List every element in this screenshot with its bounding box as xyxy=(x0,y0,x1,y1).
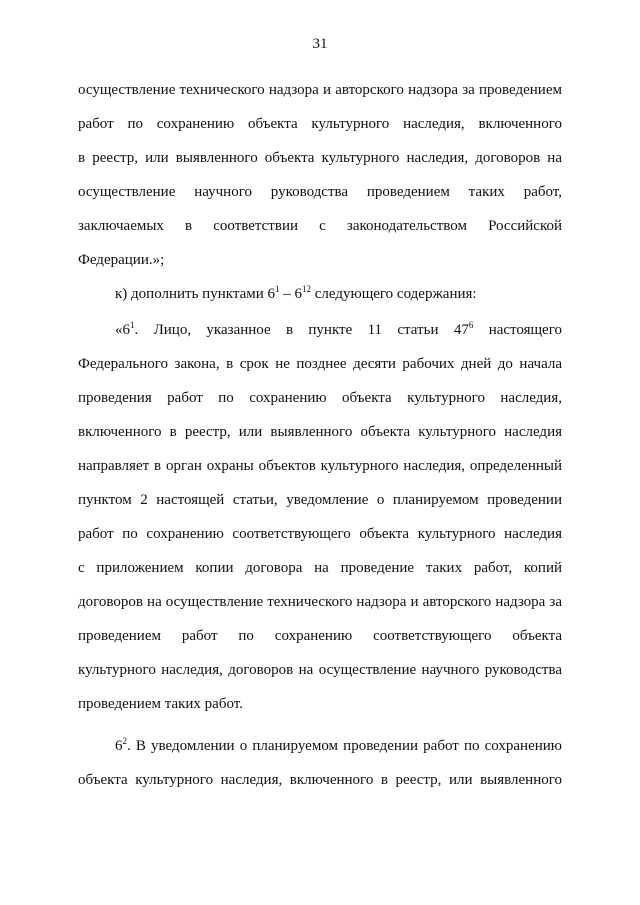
text-line: в реестр, или выявленного объекта культурного наследия, договоров на xyxy=(78,150,562,166)
text-line: работ по сохранению соответствующего объекта культурного наследия xyxy=(78,526,562,542)
text-line: включенного в реестр, или выявленного объекта культурного наследия xyxy=(78,424,562,440)
page-number: 31 xyxy=(312,36,328,52)
paragraph-6-1-start xyxy=(115,320,562,340)
superscript: 1 xyxy=(275,284,280,294)
text-line: проведения работ по сохранению объекта культурного наследия, xyxy=(78,390,562,406)
text-line: работ по сохранению объекта культурного наследия, включенного xyxy=(78,116,562,132)
text-line: Федерального закона, в срок не позднее десяти рабочих дней до начала xyxy=(78,356,562,372)
text-line: договоров на осуществление технического надзора и авторского надзора за xyxy=(78,594,562,610)
text-line: объекта культурного наследия, включенного в реестр, или выявленного xyxy=(78,772,562,788)
superscript: 6 xyxy=(468,320,474,330)
text-fragment: «6 xyxy=(115,322,130,338)
text-line: заключаемых в соответствии с законодательством Российской xyxy=(78,218,562,234)
text-fragment: настоящего xyxy=(473,322,562,338)
superscript: 2 xyxy=(122,736,127,746)
text-line: осуществление технического надзора и авторского надзора за проведением xyxy=(78,82,562,98)
paragraph-6-2-start xyxy=(115,736,562,756)
text-line: направляет в орган охраны объектов культурного наследия, определенный xyxy=(78,458,562,474)
text-line: культурного наследия, договоров на осуществление научного руководства xyxy=(78,662,562,678)
text-fragment: – 6 xyxy=(279,286,302,302)
text-line: проведением работ по сохранению соответствующего объекта xyxy=(78,628,562,644)
text-fragment: 6 xyxy=(115,738,123,754)
text-line: с приложением копии договора на проведение таких работ, копий xyxy=(78,560,562,576)
text-fragment: . Лицо, указанное в пункте 11 статьи 47 xyxy=(134,322,469,338)
superscript: 12 xyxy=(302,284,311,294)
text-line: проведением таких работ. xyxy=(78,696,243,712)
paragraph-item-k xyxy=(115,284,477,304)
text-line: пунктом 2 настоящей статьи, уведомление о планируемом проведении xyxy=(78,492,562,508)
text-fragment: . В уведомлении о планируемом проведении работ по сохранению xyxy=(127,738,562,754)
text-fragment: следующего содержания: xyxy=(311,286,477,302)
text-fragment: к) дополнить пунктами 6 xyxy=(115,286,275,302)
text-line: Федерации.»; xyxy=(78,252,165,268)
text-line: осуществление научного руководства проведением таких работ, xyxy=(78,184,562,200)
superscript: 1 xyxy=(130,320,135,330)
